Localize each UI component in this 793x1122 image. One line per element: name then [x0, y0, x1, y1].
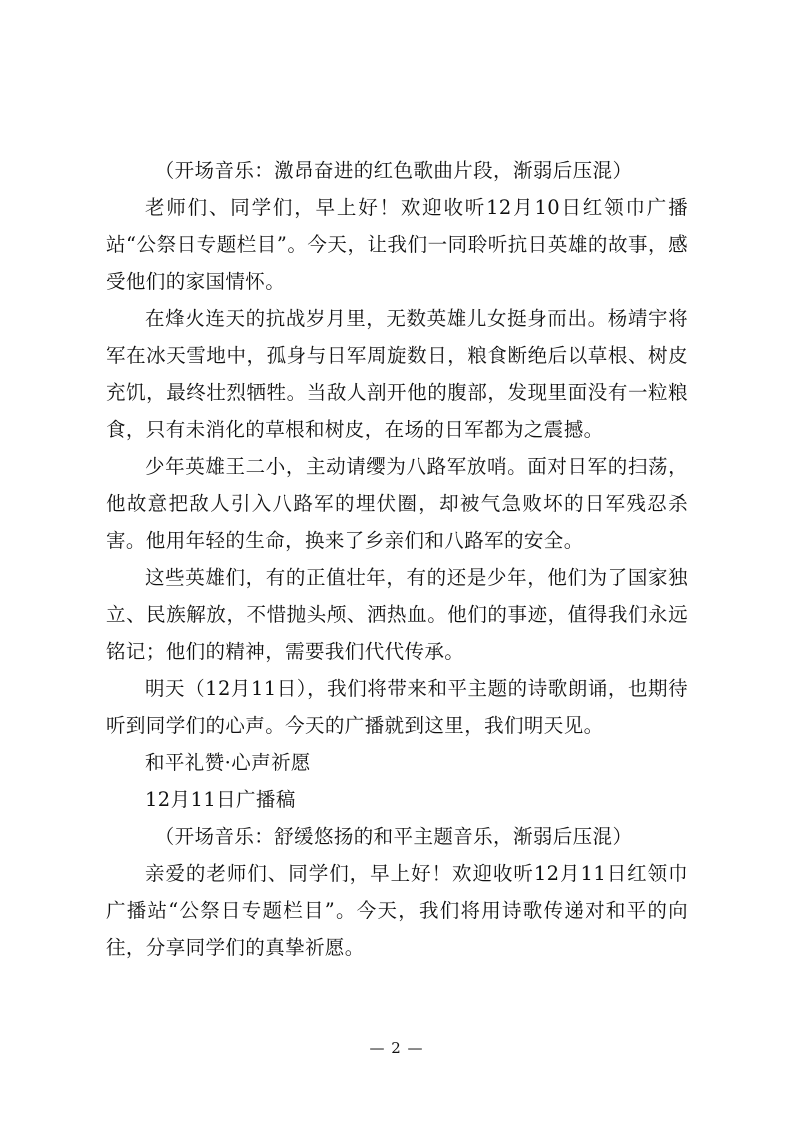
yang-jingyu-paragraph: 在烽火连天的抗战岁月里，无数英雄儿女挺身而出。杨靖宇将军在冰天雪地中，孤身与日军周旋数日，粮食断绝后以草根、树皮充饥，最终壮烈牺牲。当敌人剖开他的腹部，发现里面没有一粒粮食，只有未消化的草根和树皮，在场的日军都为之震撼。: [106, 307, 688, 441]
section-title: 和平礼赞·心声祈愿: [145, 751, 311, 774]
page-number: — 2 —: [369, 1039, 424, 1057]
heroes-summary-paragraph: 这些英雄们，有的正值壮年，有的还是少年，他们为了国家独立、民族解放，不惜抛头颅、洒热血。他们的事迹，值得我们永远铭记；他们的精神，需要我们代代传承。: [106, 566, 688, 663]
wang-erxiao-paragraph: 少年英雄王二小，主动请缨为八路军放哨。面对日军的扫荡，他故意把敌人引入八路军的埋伏圈，却被气急败坏的日军残忍杀害。他用年轻的生命，换来了乡亲们和八路军的安全。: [106, 455, 688, 552]
stage-direction-peace-music: （开场音乐：舒缓悠扬的和平主题音乐，渐弱后压混）: [154, 825, 633, 848]
closing-paragraph: 明天（12月11日），我们将带来和平主题的诗歌朗诵，也期待听到同学们的心声。今天的广播就到这里，我们明天见。: [106, 677, 688, 737]
greeting-paragraph: 老师们、同学们，早上好！欢迎收听12月10日红领巾广播站“公祭日专题栏目”。今天，让我们一同聆听抗日英雄的故事，感受他们的家国情怀。: [106, 196, 688, 293]
document-body: [106, 152, 688, 966]
stage-direction-opening-music: （开场音乐：激昂奋进的红色歌曲片段，渐弱后压混）: [154, 159, 633, 182]
section-subtitle-date: 12月11日广播稿: [145, 788, 296, 811]
greeting-paragraph-dec-11: 亲爱的老师们、同学们，早上好！欢迎收听12月11日红领巾广播站“公祭日专题栏目”。今天，我们将用诗歌传递对和平的向往，分享同学们的真挚祈愿。: [106, 862, 688, 959]
